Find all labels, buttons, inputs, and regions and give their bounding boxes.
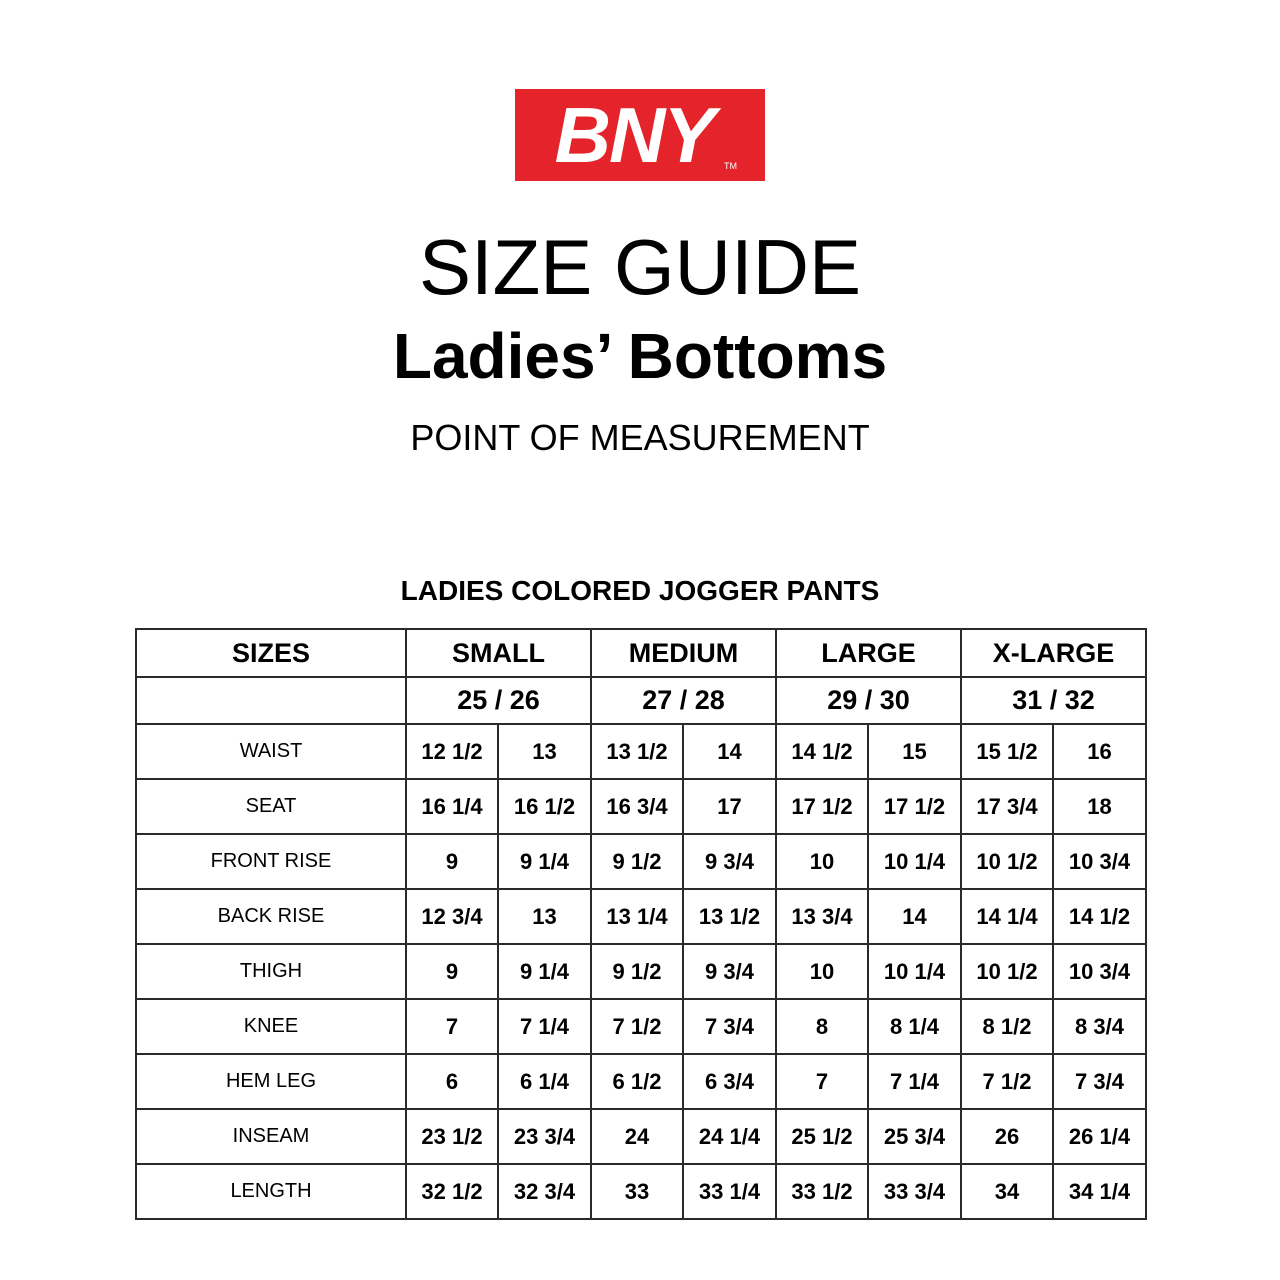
measurement-value: 13 3/4	[776, 889, 868, 944]
size-x-large: X-LARGE	[961, 629, 1146, 677]
measurement-label: KNEE	[136, 999, 406, 1054]
measurement-value: 26 1/4	[1053, 1109, 1146, 1164]
measurement-value: 6 3/4	[683, 1054, 776, 1109]
measurement-value: 16 3/4	[591, 779, 683, 834]
page-title: SIZE GUIDE	[418, 223, 862, 311]
measurement-value: 25 3/4	[868, 1109, 961, 1164]
sizes-label: SIZES	[136, 629, 406, 677]
table-row	[136, 944, 1146, 999]
measurement-label: INSEAM	[136, 1109, 406, 1164]
measurement-label: LENGTH	[136, 1164, 406, 1219]
measurement-value: 34 1/4	[1053, 1164, 1146, 1219]
measurement-value: 9 1/2	[591, 944, 683, 999]
trademark-mark: TM	[724, 161, 737, 171]
measurement-value: 17	[683, 779, 776, 834]
measurement-value: 32 3/4	[498, 1164, 591, 1219]
measurement-value: 7 1/4	[868, 1054, 961, 1109]
measurement-value: 14 1/2	[1053, 889, 1146, 944]
measurement-value: 6 1/4	[498, 1054, 591, 1109]
measurement-value: 8 1/4	[868, 999, 961, 1054]
size-header-row	[136, 629, 1146, 677]
measurement-rows	[136, 724, 1146, 1219]
measurement-value: 14	[683, 724, 776, 779]
measurement-value: 13 1/4	[591, 889, 683, 944]
measurement-value: 33 1/4	[683, 1164, 776, 1219]
measurement-value: 12 1/2	[406, 724, 498, 779]
measurement-value: 8 1/2	[961, 999, 1053, 1054]
range-small: 25 / 26	[406, 677, 591, 724]
range-large: 29 / 30	[776, 677, 961, 724]
measurement-value: 33 1/2	[776, 1164, 868, 1219]
measurement-value: 17 1/2	[868, 779, 961, 834]
page-subtitle: Ladies’ Bottoms	[392, 320, 888, 392]
measurement-value: 17 3/4	[961, 779, 1053, 834]
measurement-value: 10 1/4	[868, 834, 961, 889]
measurement-value: 33	[591, 1164, 683, 1219]
measurement-value: 13	[498, 889, 591, 944]
measurement-value: 9 1/4	[498, 834, 591, 889]
measurement-value: 23 3/4	[498, 1109, 591, 1164]
measurement-label: THIGH	[136, 944, 406, 999]
brand-logo	[515, 89, 765, 181]
measurement-value: 18	[1053, 779, 1146, 834]
measurement-value: 13 1/2	[591, 724, 683, 779]
measurement-value: 14 1/4	[961, 889, 1053, 944]
measurement-value: 13	[498, 724, 591, 779]
table-row	[136, 999, 1146, 1054]
measurement-value: 7 1/2	[591, 999, 683, 1054]
measurement-label: HEM LEG	[136, 1054, 406, 1109]
measurement-value: 10 3/4	[1053, 834, 1146, 889]
measurement-value: 7	[406, 999, 498, 1054]
measurement-value: 16	[1053, 724, 1146, 779]
measurement-value: 10 1/2	[961, 944, 1053, 999]
measurement-value: 7 3/4	[1053, 1054, 1146, 1109]
measurement-value: 9 3/4	[683, 944, 776, 999]
table-row	[136, 834, 1146, 889]
table-row	[136, 889, 1146, 944]
measurement-value: 14	[868, 889, 961, 944]
range-medium: 27 / 28	[591, 677, 776, 724]
measurement-value: 7 1/4	[498, 999, 591, 1054]
measurement-value: 23 1/2	[406, 1109, 498, 1164]
measurement-value: 8 3/4	[1053, 999, 1146, 1054]
table-row	[136, 1164, 1146, 1219]
measurement-value: 15 1/2	[961, 724, 1053, 779]
measurement-value: 17 1/2	[776, 779, 868, 834]
table-row	[136, 724, 1146, 779]
section-heading: POINT OF MEASUREMENT	[410, 417, 870, 458]
measurement-label: WAIST	[136, 724, 406, 779]
table-row	[136, 779, 1146, 834]
measurement-label: FRONT RISE	[136, 834, 406, 889]
measurement-value: 10	[776, 944, 868, 999]
measurement-value: 10 3/4	[1053, 944, 1146, 999]
size-medium: MEDIUM	[591, 629, 776, 677]
measurement-label: BACK RISE	[136, 889, 406, 944]
measurement-value: 6	[406, 1054, 498, 1109]
size-large: LARGE	[776, 629, 961, 677]
measurement-value: 8	[776, 999, 868, 1054]
measurement-value: 12 3/4	[406, 889, 498, 944]
measurement-value: 10	[776, 834, 868, 889]
measurement-value: 10 1/4	[868, 944, 961, 999]
measurement-value: 16 1/2	[498, 779, 591, 834]
measurement-value: 6 1/2	[591, 1054, 683, 1109]
measurement-value: 32 1/2	[406, 1164, 498, 1219]
logo-text: BNY	[554, 91, 714, 179]
measurement-value: 24 1/4	[683, 1109, 776, 1164]
measurement-value: 33 3/4	[868, 1164, 961, 1219]
measurement-value: 34	[961, 1164, 1053, 1219]
measurement-value: 16 1/4	[406, 779, 498, 834]
measurement-label: SEAT	[136, 779, 406, 834]
size-range-row	[136, 677, 1146, 724]
measurement-value: 9 1/2	[591, 834, 683, 889]
measurement-value: 14 1/2	[776, 724, 868, 779]
measurement-value: 9	[406, 944, 498, 999]
measurement-value: 7 3/4	[683, 999, 776, 1054]
measurement-value: 9	[406, 834, 498, 889]
measurement-value: 13 1/2	[683, 889, 776, 944]
size-table	[135, 628, 1147, 1220]
range-empty-cell	[136, 677, 406, 724]
range-x-large: 31 / 32	[961, 677, 1146, 724]
measurement-value: 9 1/4	[498, 944, 591, 999]
measurement-value: 26	[961, 1109, 1053, 1164]
measurement-value: 7	[776, 1054, 868, 1109]
measurement-value: 9 3/4	[683, 834, 776, 889]
measurement-value: 24	[591, 1109, 683, 1164]
table-row	[136, 1054, 1146, 1109]
measurement-value: 10 1/2	[961, 834, 1053, 889]
measurement-value: 15	[868, 724, 961, 779]
table-row	[136, 1109, 1146, 1164]
size-small: SMALL	[406, 629, 591, 677]
table-title: LADIES COLORED JOGGER PANTS	[400, 575, 880, 606]
measurement-value: 25 1/2	[776, 1109, 868, 1164]
measurement-value: 7 1/2	[961, 1054, 1053, 1109]
